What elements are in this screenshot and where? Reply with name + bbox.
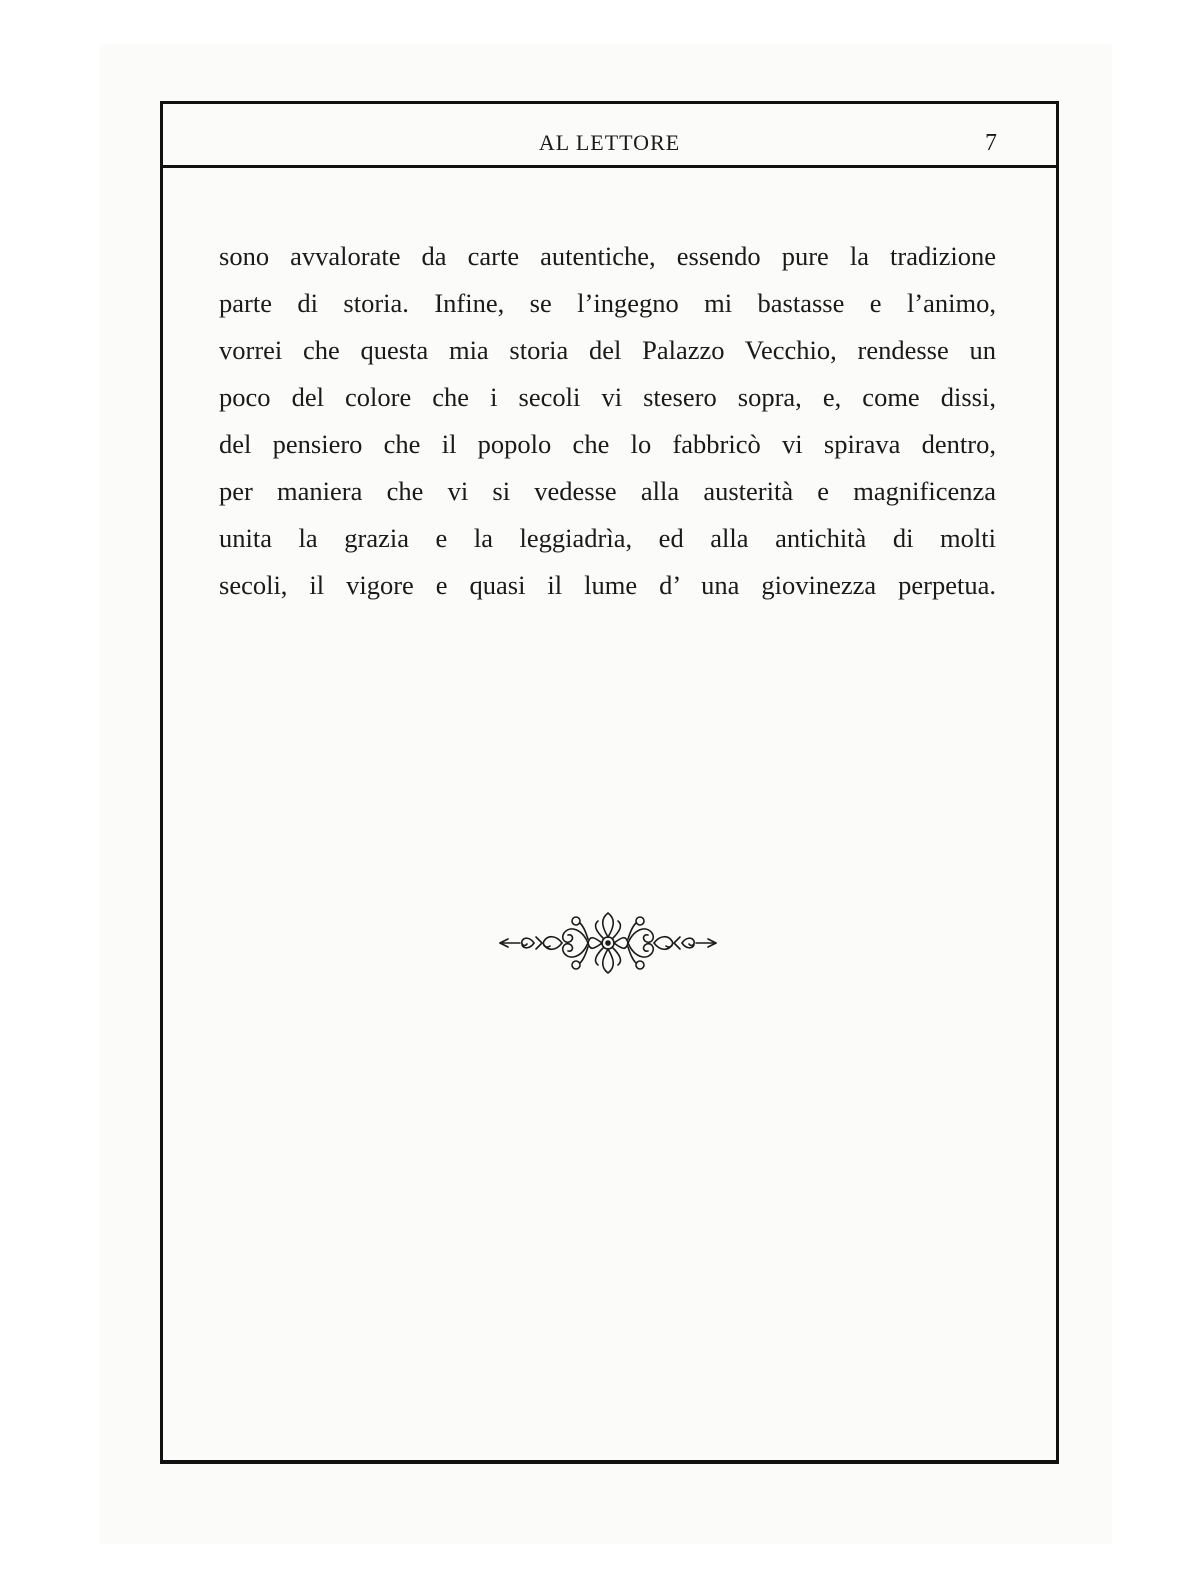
body-text [219, 233, 996, 609]
text-line: del pensiero che il popolo che lo fabbricò vi spirava dentro, [219, 429, 996, 459]
text-line: unita la grazia e la leggiadrìa, ed alla antichità di molti [219, 523, 996, 553]
text-line: parte di storia. Infine, se l’ingegno mi bastasse e l’animo, [219, 288, 996, 318]
text-line: secoli, il vigore e quasi il lume d’ una giovinezza perpetua. [219, 570, 996, 600]
text-line: sono avvalorate da carte autentiche, essendo pure la tradizione [219, 241, 996, 271]
floral-tailpiece-icon [496, 905, 720, 981]
running-head [160, 126, 1059, 160]
text-line: poco del colore che i secoli vi stesero sopra, e, come dissi, [219, 382, 996, 412]
header-rule [160, 165, 1059, 168]
page-number: 7 [985, 130, 997, 156]
text-line: per maniera che vi si vedesse alla austerità e magnificenza [219, 476, 996, 506]
text-line: vorrei che questa mia storia del Palazzo Vecchio, rendesse un [219, 335, 996, 365]
running-title: AL LETTORE [538, 130, 681, 155]
